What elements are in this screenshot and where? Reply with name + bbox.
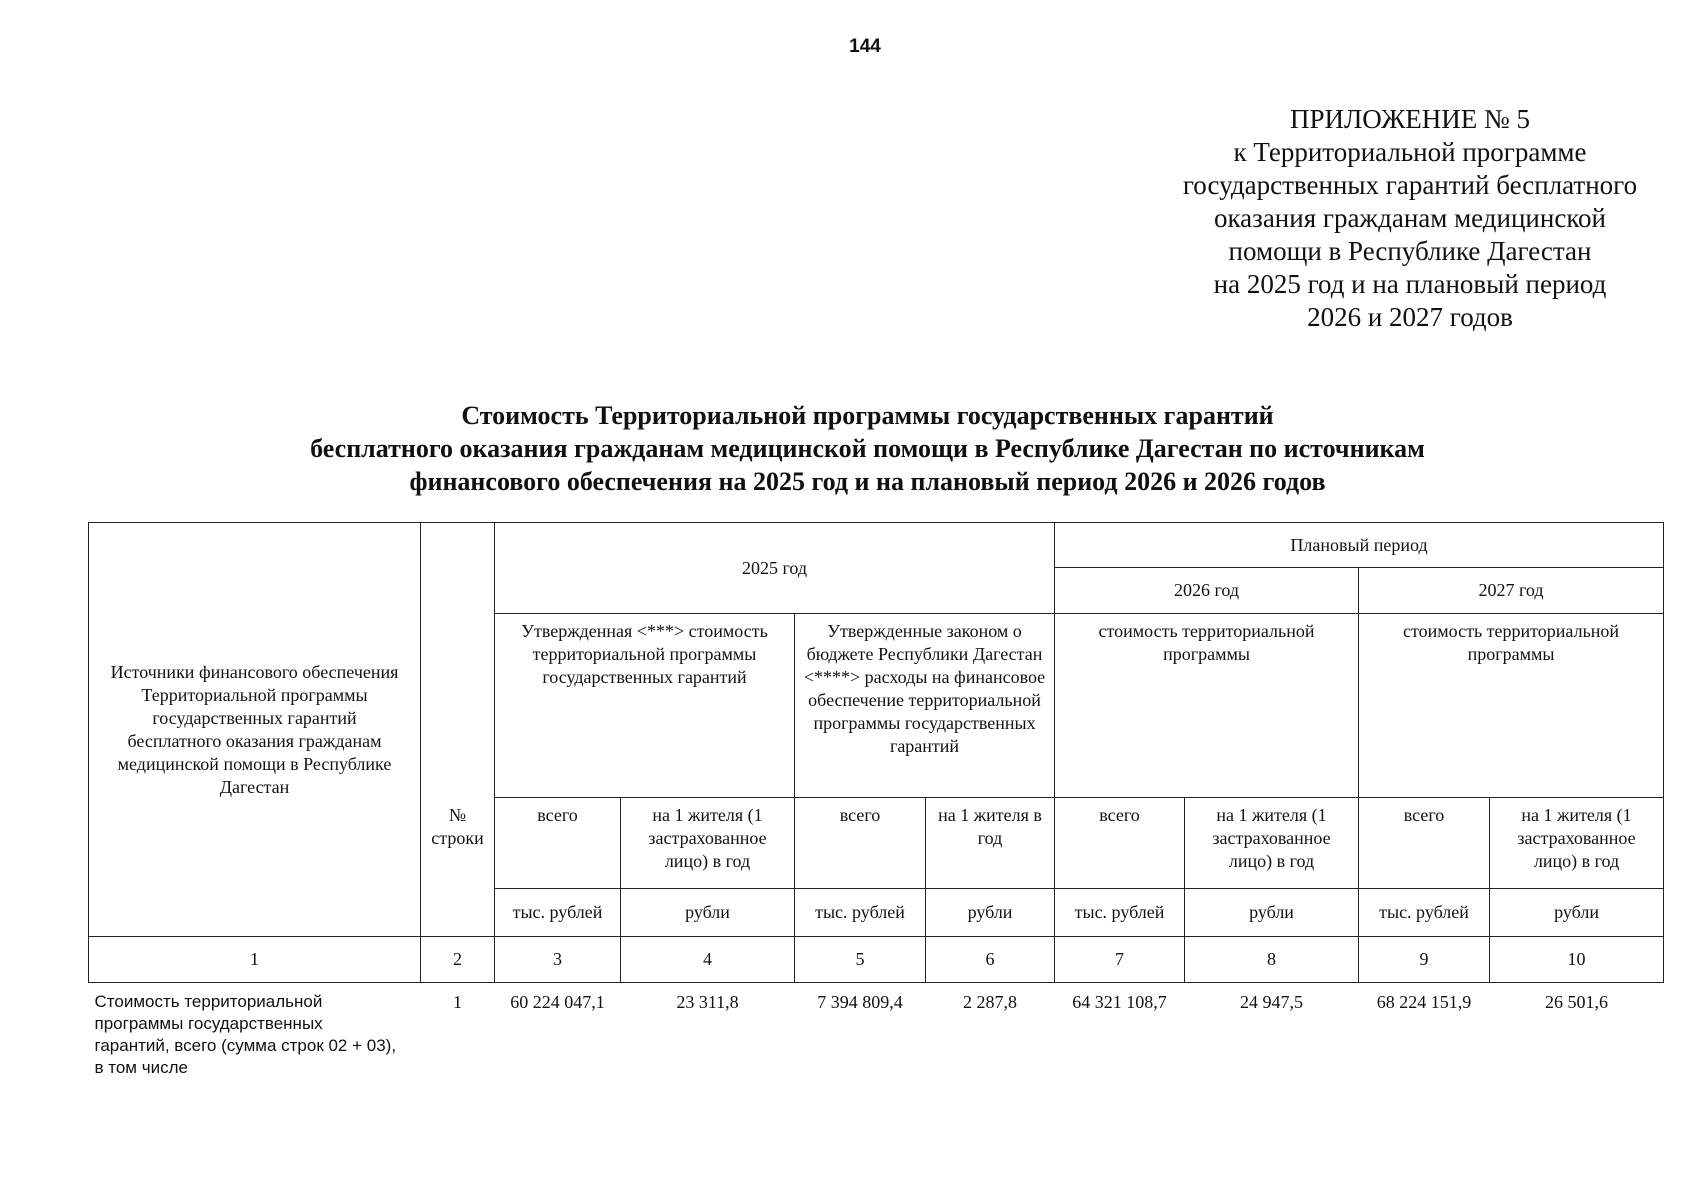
column-number: 1 bbox=[89, 937, 421, 983]
header-approved-cost: Утвержденная <***> стоимость территориальной программы государственных гарантий bbox=[495, 614, 795, 798]
unit-thousand-rubles: тыс. рублей bbox=[495, 889, 621, 937]
header-total: всего bbox=[495, 798, 621, 889]
financing-table bbox=[88, 522, 1664, 1085]
unit-rubles: рубли bbox=[1185, 889, 1359, 937]
column-number: 4 bbox=[621, 937, 795, 983]
header-total: всего bbox=[1055, 798, 1185, 889]
column-number: 5 bbox=[795, 937, 926, 983]
column-number: 8 bbox=[1185, 937, 1359, 983]
header-per-insured: на 1 жителя (1 застрахованное лицо) в год bbox=[621, 798, 795, 889]
header-total: всего bbox=[1359, 798, 1490, 889]
header-year-2027: 2027 год bbox=[1359, 568, 1664, 614]
table-row bbox=[89, 983, 1664, 1086]
appendix-line: помощи в Республике Дагестан bbox=[1228, 236, 1592, 266]
column-number: 10 bbox=[1490, 937, 1664, 983]
appendix-header bbox=[1160, 103, 1660, 334]
header-source-col: Источники финансового обеспечения Территориальной программы государственных гарантий бесплатного оказания гражданам медицинской помощи в Республике Дагестан bbox=[89, 523, 421, 937]
row-value: 23 311,8 bbox=[676, 992, 739, 1012]
row-label: Стоимость территориальной программы государственных гарантий, всего (сумма строк 02 + 03), в том числе bbox=[94, 992, 397, 1077]
header-per-insured: на 1 жителя (1 застрахованное лицо) в год bbox=[1490, 798, 1664, 889]
header-planned-period: Плановый период bbox=[1055, 523, 1664, 568]
header-row-number-col: № строки bbox=[421, 523, 495, 937]
appendix-line: ПРИЛОЖЕНИЕ № 5 bbox=[1289, 104, 1531, 134]
row-number: 1 bbox=[453, 992, 462, 1012]
row-value: 24 947,5 bbox=[1240, 992, 1304, 1012]
row-value: 7 394 809,4 bbox=[817, 992, 903, 1012]
column-number: 6 bbox=[926, 937, 1055, 983]
header-approved-by-law: Утвержденные законом о бюджете Республики Дагестан <****> расходы на финансовое обеспечение территориальной программы государственных гарантий bbox=[795, 614, 1055, 798]
header-year-2025: 2025 год bbox=[495, 523, 1055, 614]
document-title bbox=[195, 399, 1540, 498]
header-per-insured: на 1 жителя (1 застрахованное лицо) в год bbox=[1185, 798, 1359, 889]
unit-thousand-rubles: тыс. рублей bbox=[795, 889, 926, 937]
appendix-line: на 2025 год и на плановый период bbox=[1213, 269, 1607, 299]
row-value: 64 321 108,7 bbox=[1072, 992, 1167, 1012]
unit-thousand-rubles: тыс. рублей bbox=[1055, 889, 1185, 937]
title-line: Стоимость Территориальной программы государственных гарантий bbox=[461, 401, 1274, 430]
header-total: всего bbox=[795, 798, 926, 889]
column-number: 9 bbox=[1359, 937, 1490, 983]
title-line: финансового обеспечения на 2025 год и на плановый период 2026 и 2026 годов bbox=[409, 467, 1326, 496]
column-number: 7 bbox=[1055, 937, 1185, 983]
unit-rubles: рубли bbox=[1490, 889, 1664, 937]
header-per-resident: на 1 жителя в год bbox=[926, 798, 1055, 889]
row-value: 60 224 047,1 bbox=[510, 992, 605, 1012]
header-cost-2027: стоимость территориальной программы bbox=[1359, 614, 1664, 798]
unit-thousand-rubles: тыс. рублей bbox=[1359, 889, 1490, 937]
column-number: 2 bbox=[421, 937, 495, 983]
title-line: бесплатного оказания гражданам медицинской помощи в Республике Дагестан по источникам bbox=[310, 434, 1425, 463]
row-value: 68 224 151,9 bbox=[1376, 992, 1472, 1012]
unit-rubles: рубли bbox=[621, 889, 795, 937]
appendix-line: государственных гарантий бесплатного bbox=[1182, 170, 1638, 200]
unit-rubles: рубли bbox=[926, 889, 1055, 937]
appendix-line: 2026 и 2027 годов bbox=[1307, 302, 1513, 332]
appendix-line: оказания гражданам медицинской bbox=[1213, 203, 1607, 233]
header-year-2026: 2026 год bbox=[1055, 568, 1359, 614]
appendix-line: к Территориальной программе bbox=[1233, 137, 1587, 167]
header-cost-2026: стоимость территориальной программы bbox=[1055, 614, 1359, 798]
row-value: 26 501,6 bbox=[1545, 992, 1609, 1012]
row-value: 2 287,8 bbox=[963, 992, 1017, 1012]
page-number: 144 bbox=[849, 36, 881, 57]
column-number: 3 bbox=[495, 937, 621, 983]
